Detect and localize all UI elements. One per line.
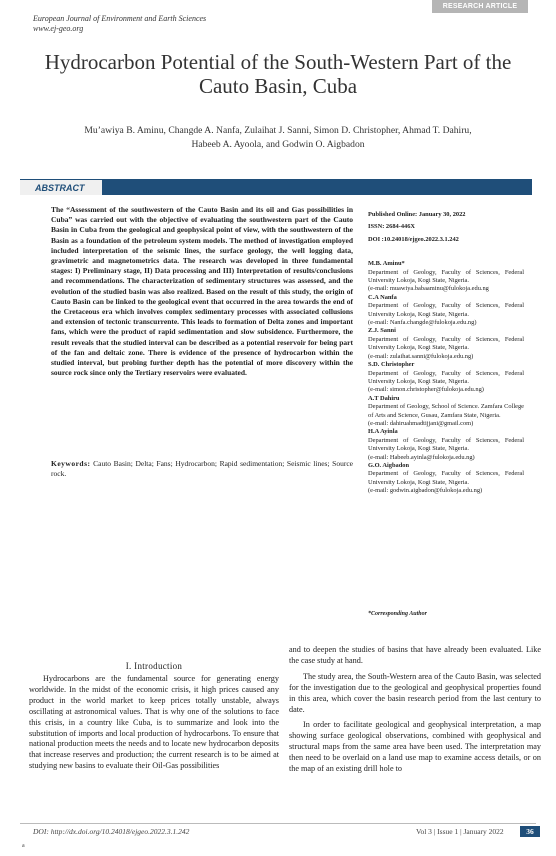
affiliation-email: (e-mail: zulaihat.sanni@fulokoja.edu.ng)	[368, 352, 474, 360]
affiliation-text: Department of Geology, Faculty of Sciences, Federal University Lokoja, Kogi State, Nigeria.	[368, 436, 524, 453]
affiliation-name: Z.J. Sanni	[368, 327, 396, 335]
authors-line-1: Mu’awiya B. Aminu, Changde A. Nanfa, Zulaihat J. Sanni, Simon D. Christopher, Ahmad T. Dahiru,	[84, 125, 472, 136]
journal-header	[33, 14, 206, 34]
affiliation-2	[368, 327, 524, 361]
affiliation-name: S.D. Christopher	[368, 361, 415, 369]
affiliation-4	[368, 395, 524, 429]
affiliation-text: Department of Geology, Faculty of Sciences, Federal University Lokoja, Kogi State, Nigeria.	[368, 302, 524, 318]
footer-doi: DOI: http://dx.doi.org/10.24018/ejgeo.2022.3.1.242	[33, 827, 190, 836]
journal-name: European Journal of Environment and Earth Sciences	[33, 14, 207, 23]
affiliation-email: (e-mail: Habeeb.ayinla@fulokoja.edu.ng)	[368, 453, 475, 461]
page-number: 36	[520, 826, 540, 837]
paper-title: Hydrocarbon Potential of the South-Western Part of the Cauto Basin, Cuba	[44, 50, 512, 98]
article-type-badge: RESEARCH ARTICLE	[432, 0, 528, 13]
body-column-left	[29, 674, 279, 772]
footer-volume: Vol 3 | Issue 1 | January 2022	[416, 827, 504, 836]
affiliation-0	[368, 260, 524, 294]
affiliation-text: Department of Geology, Faculty of Sciences, Federal University Lokoja, Kogi State, Nigeria.	[368, 369, 524, 385]
keywords-text: Cauto Basin; Delta; Fans; Hydrocarbon; Rapid sedimentation; Seismic lines; Source rock.	[51, 459, 354, 479]
issn: ISSN: 2684-446X	[368, 223, 416, 231]
affiliation-name: H.A Ayinla	[368, 428, 398, 436]
affiliation-name: M.B. Aminu*	[368, 260, 405, 268]
corresponding-author-note: *Corresponding Author	[368, 611, 427, 617]
affiliation-3	[368, 361, 524, 395]
affiliation-email: (e-mail: muawiya.babaaminu@fulokoja.edu.ng	[368, 285, 489, 293]
abstract-text: The “Assessment of the southwestern of the Cauto Basin and its oil and Gas possibilities in Cuba” was carried out with the objective of evaluating the southwestern part of the Cauto Basin in Cuba from the geological and geophysical point of view, with the southwestern of the Basin as a foundation of the petroleum system models. The method of investigation employed included interpretation of the seismic lines, the surface geology, the well logging data, gravimetric and magnetometrics data. The research was developed in three fundamental stages: I) Preliminary stage, II) Data processing and III) Interpretation of results/conclusions and recommendations. The characterization of sedimentary structures was assessed, and the evolution of the studied basin was also realized. Based on the result of this study, the origin of Cauto Basin can be linked to the geological event that occurred in the area towards the end of the Cretaceous era which involves complex sedimentary processes with associated collusions and extension of tectonic transcurrente. This leads to formation of Delta zones and important fans, which were the product of rapid sedimentation and slow subsidence. Furthermore, the result reveals that the studied interval can be described as a potential reservoir for being part of the fan and deltaic zone. There is evidence of the presence of hydrocarbon within the studied interval, but probing further depth has the potential of more discovery within the source rock since only the Tertiary reservoirs were evaluated.	[51, 205, 353, 378]
affiliation-email: (e-mail: simon.christopher@fulokoja.edu.ng)	[368, 386, 484, 394]
footer-divider	[20, 823, 536, 824]
abstract-label: ABSTRACT	[20, 179, 102, 195]
affiliation-6	[368, 462, 524, 496]
keywords	[51, 459, 353, 479]
paragraph: The study area, the South-Western area of the Cauto Basin, was selected for the investigation due to the geological and geophysical properties found in this area, which cover the basin research period from the last century to date.	[289, 671, 541, 714]
doi: DOI :10.24018/ejgeo.2022.3.1.242	[368, 235, 459, 243]
affiliation-name: C.A Nanfa	[368, 293, 397, 301]
affiliation-name: G.O. Aigbadon	[368, 461, 410, 469]
affiliation-text: Department of Geology, Faculty of Sciences, Federal University Lokoja, Kogi State, Nigeria.	[368, 470, 524, 486]
affiliation-1	[368, 294, 524, 328]
affiliation-name: A.T Dahiru	[368, 394, 400, 402]
affiliation-text: Department of Geology, School of Science. Zamfara College of Arts and Science, Gusau, Zamfara State, Nigeria.	[368, 403, 524, 419]
body-column-right	[289, 645, 541, 775]
affiliation-email: (e-mail: godwin.aigbadon@fulokoja.edu.ng)	[368, 487, 483, 495]
affiliation-email: (e-mail: dahiruahmadtijjani@gmail.com)	[368, 419, 474, 427]
paragraph: In order to facilitate geological and geophysical interpretation, a map showing surface geological observations, combined with geophysical and structural maps from the same area have been used. The interpretation may then need to be overlaid on a land use map to examine access details, or on the map of an existing drill hole to	[289, 720, 541, 774]
section-title: I. Introduction	[125, 661, 183, 671]
article-info-sidebar	[368, 211, 524, 496]
paragraph: and to deepen the studies of basins that have already been evaluated. Like the case study at hand.	[289, 645, 541, 665]
keywords-label: Keywords:	[51, 459, 91, 468]
affiliation-text: Department of Geology, Faculty of Sciences, Federal University Lokoja, Kogi State, Nigeria.	[368, 335, 524, 352]
footer-mark: a	[22, 843, 25, 849]
affiliation-5	[368, 428, 524, 462]
affiliation-text: Department of Geology, Faculty of Sciences, Federal University Lokoja, Kogi State, Nigeria.	[368, 268, 524, 285]
authors-line-2: Habeeb A. Ayoola, and Godwin O. Aigbadon	[191, 139, 365, 150]
paragraph: Hydrocarbons are the fundamental source for generating energy worldwide. In the midst of the economic crisis, it high prices caused any product in the world market to keep prices totally unstable, always oscillating at astronomical values. That is why one of the solutions to face this crisis, in a country like Cuba, is to summarize and look into the substitution of imports and local production of hydrocarbons. To ensure that national production meets the needs and to locate new hydrocarbon deposits that increase reserves and production; the current research is to be aimed at studying new basins to evaluate their Oil-Gas possibilities	[29, 674, 279, 771]
author-list	[25, 124, 531, 152]
published-date: Published Online: January 30, 2022	[368, 211, 466, 218]
affiliation-email: (e-mail: Nanfa.changde@fulokoja.edu.ng)	[368, 319, 477, 327]
journal-url: www.ej-geo.org	[33, 24, 84, 33]
